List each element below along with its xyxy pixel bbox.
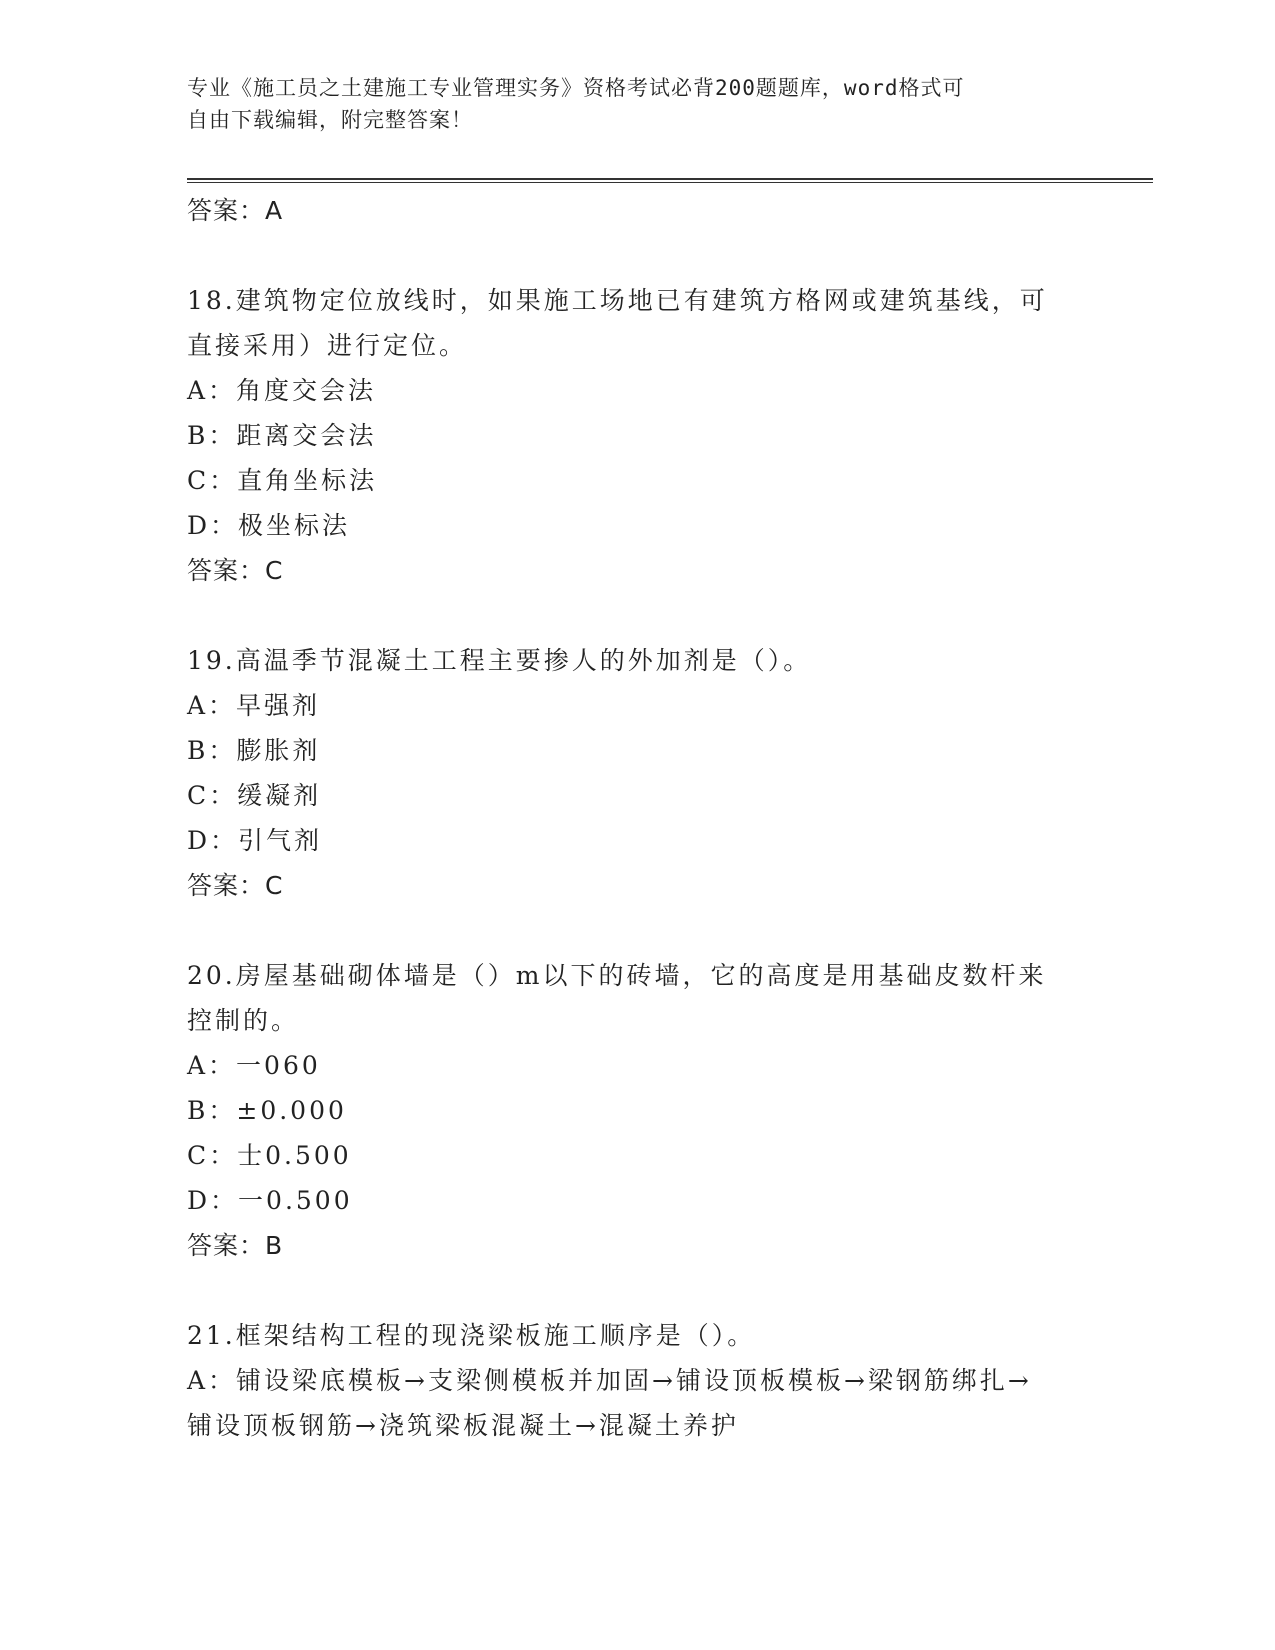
option-b: B：距离交会法	[187, 421, 377, 450]
question-20	[187, 953, 1087, 1268]
option-d: D：一0.500	[187, 1186, 353, 1215]
question-stem: 18.建筑物定位放线时，如果施工场地已有建筑方格网或建筑基线，可	[187, 286, 1048, 315]
option-a: A：铺设梁底模板→支梁侧模板并加固→铺设顶板模板→梁钢筋绑扎→	[187, 1366, 1032, 1395]
header-line-2: 自由下载编辑，附完整答案！	[187, 108, 473, 132]
question-18	[187, 278, 1087, 593]
option-a-continued: 铺设顶板钢筋→浇筑梁板混凝土→混凝土养护	[187, 1411, 739, 1440]
option-a: A：早强剂	[187, 691, 321, 720]
option-b: B：膨胀剂	[187, 736, 321, 765]
question-19	[187, 638, 1087, 908]
option-a: A：角度交会法	[187, 376, 377, 405]
question-stem: 21.框架结构工程的现浇梁板施工顺序是（）。	[187, 1321, 756, 1350]
option-d: D：极坐标法	[187, 511, 351, 540]
question-stem: 19.高温季节混凝土工程主要掺人的外加剂是（）。	[187, 646, 812, 675]
header-line-1: 专业《施工员之土建施工专业管理实务》资格考试必背200题题库，word格式可	[187, 76, 965, 100]
answer-line: 答案：C	[187, 871, 284, 900]
answer-line: 答案：A	[187, 196, 284, 225]
question-stem: 控制的。	[187, 1006, 300, 1035]
option-b: B：±0.000	[187, 1096, 347, 1125]
question-list	[187, 188, 1087, 1448]
answer-line: 答案：C	[187, 556, 284, 585]
option-c: C：直角坐标法	[187, 466, 378, 495]
question-stem: 20.房屋基础砌体墙是（）m以下的砖墙，它的高度是用基础皮数杆来	[187, 961, 1047, 990]
option-c: C：士0.500	[187, 1141, 352, 1170]
document-header	[187, 72, 1067, 136]
option-c: C：缓凝剂	[187, 781, 322, 810]
option-a: A：一060	[187, 1051, 321, 1080]
answer-line: 答案：B	[187, 1231, 284, 1260]
question-21	[187, 1313, 1087, 1448]
option-d: D：引气剂	[187, 826, 323, 855]
header-divider	[187, 178, 1153, 183]
question-stem: 直接采用）进行定位。	[187, 331, 468, 360]
